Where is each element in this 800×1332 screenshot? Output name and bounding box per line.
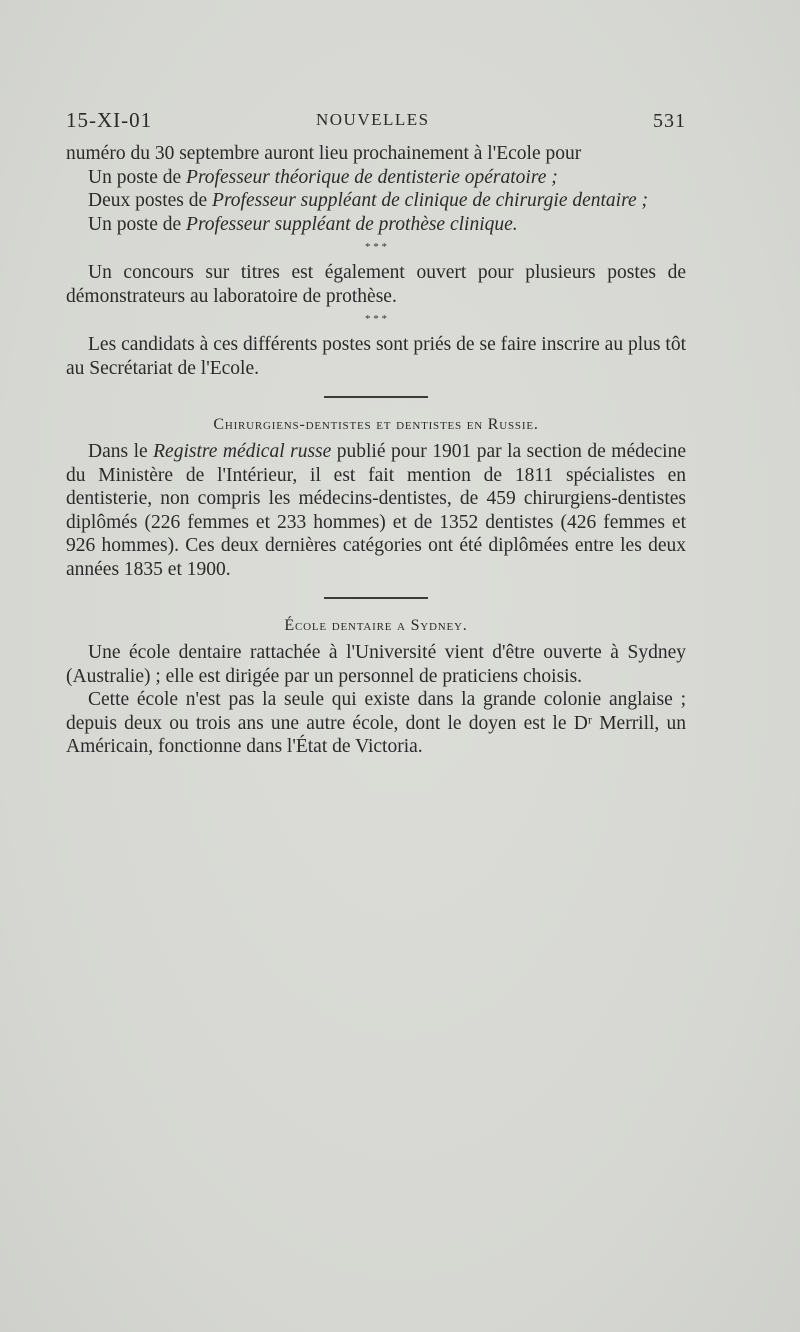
- asterism: * * *: [365, 313, 387, 325]
- heading-russie: Chirurgiens-dentistes et dentistes en Russie.: [213, 416, 539, 433]
- paragraph-candidats: Les candidats à ces différents postes sont priés de se faire inscrire au plus tôt au Secrétariat de l'Ecole.: [66, 334, 686, 379]
- section-title: NOUVELLES: [316, 110, 430, 129]
- page-number: 531: [653, 110, 686, 132]
- paragraph-sydney-1: Une école dentaire rattachée à l'Université vient d'être ouverte à Sydney (Australie) ; elle est dirigée par un personnel de praticiens choisis.: [66, 642, 686, 687]
- heading-sydney: École dentaire a Sydney.: [284, 617, 468, 634]
- asterism: * * *: [365, 241, 387, 253]
- list-item: Deux postes de Professeur suppléant de clinique de chirurgie dentaire ;: [88, 190, 648, 211]
- section-divider: [324, 396, 428, 398]
- paragraph-russie: Dans le Registre médical russe publié pour 1901 par la section de médecine du Ministère de l'Intérieur, il est fait mention de 1811 spécialistes en dentisterie, non compris les médecins-dentistes, de 459 chirurgiens-dentistes diplômés (226 femmes et 233 hommes) et de 1352 dentistes (426 femmes et 926 hommes). Ces deux dernières catégories ont été diplômées entre les deux années 1835 et 1900.: [66, 441, 686, 580]
- section-divider: [324, 597, 428, 599]
- paragraph-sydney-2: Cette école n'est pas la seule qui existe dans la grande colonie anglaise ; depuis deux ou trois ans une autre école, dont le doyen est le Dʳ Merrill, un Américain, fonctionne dans l'État de Victoria.: [66, 689, 686, 757]
- asterism-separator: [66, 314, 686, 325]
- list-item: Un poste de Professeur théorique de dentisterie opératoire ;: [88, 166, 558, 188]
- asterism-separator: [66, 242, 686, 253]
- paragraph-concours: Un concours sur titres est également ouvert pour plusieurs postes de démonstrateurs au laboratoire de prothèse.: [66, 262, 686, 307]
- paragraph-opening: numéro du 30 septembre auront lieu prochainement à l'Ecole pour: [66, 143, 582, 164]
- list-item: Un poste de Professeur suppléant de prothèse clinique.: [88, 213, 518, 235]
- article-body: [66, 142, 686, 759]
- running-head: [66, 104, 686, 134]
- issue-date: 15-XI-01: [66, 108, 153, 132]
